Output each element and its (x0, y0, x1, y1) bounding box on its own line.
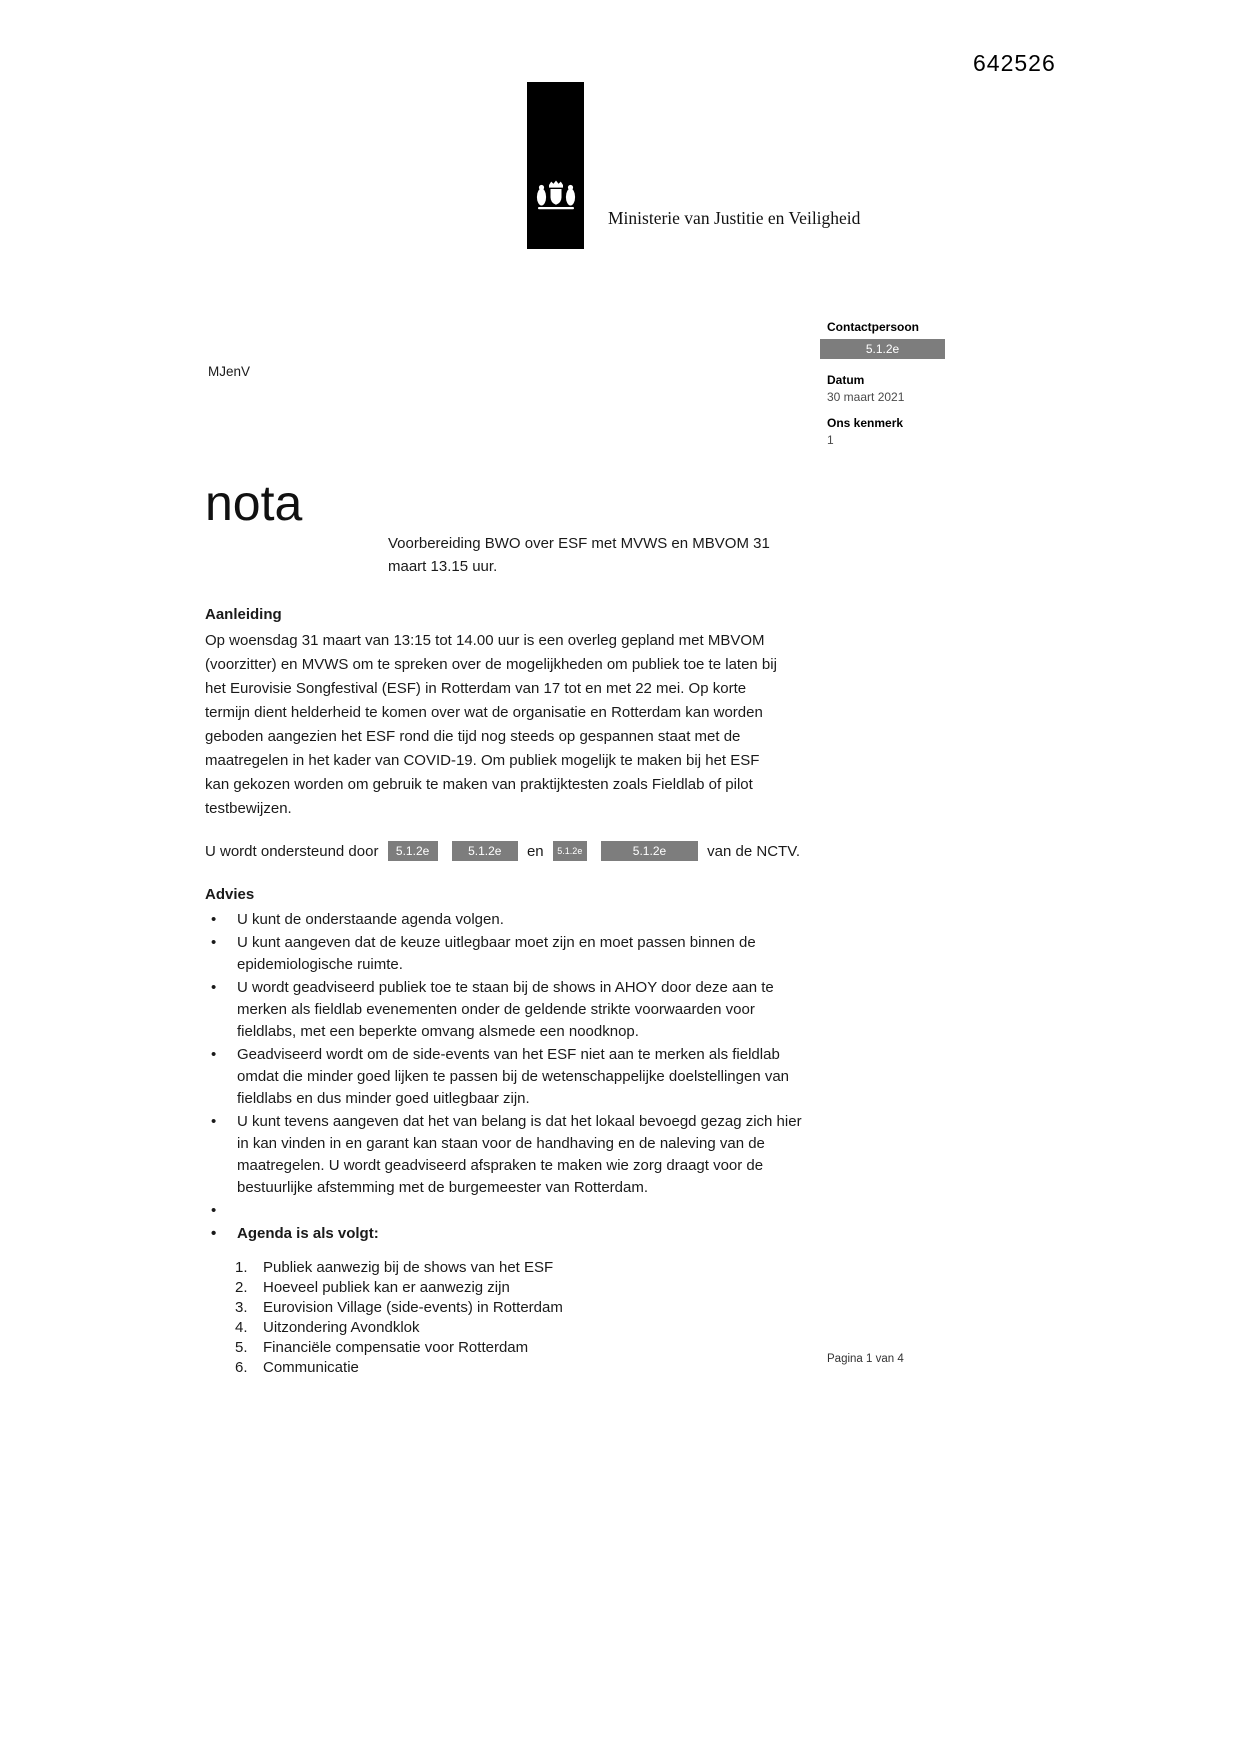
redaction-box-3: 5.1.2e (553, 841, 587, 861)
agenda-item-text: Publiek aanwezig bij de shows van het ESF (263, 1259, 554, 1276)
agenda-heading-bullet: • Agenda is als volgt: (205, 1223, 805, 1245)
agenda-item-number: 1. (235, 1259, 248, 1276)
advies-bullet: • U kunt aangeven dat de keuze uitlegbaar moet zijn en moet passen binnen de epidemiologische ruimte. (205, 932, 805, 976)
redaction-box-2: 5.1.2e (452, 841, 518, 861)
contact-label: Contactpersoon (827, 320, 920, 334)
redaction-box-1: 5.1.2e (388, 841, 438, 861)
nota-subject: Voorbereiding BWO over ESF met MVWS en MBVOM 31 maart 13.15 uur. (388, 535, 770, 575)
document-id-number: 642526 (973, 50, 1056, 76)
advies-bullet: • U kunt tevens aangeven dat het van belang is dat het lokaal bevoegd gezag zich hier in kan vinden in en garant kan staan voor de handhaving en de naleving van de maatregelen. U wordt geadviseerd afspraken te maken wie zorg draagt voor de bestuurlijke afstemming met de burgemeester van Rotterdam. (205, 1111, 805, 1199)
agenda-item (235, 1278, 815, 1298)
support-suffix: van de NCTV. (707, 843, 800, 860)
meta-panel (827, 320, 967, 459)
date-label: Datum (827, 373, 865, 387)
date-value: 30 maart 2021 (827, 390, 905, 404)
page-number: Pagina 1 van 4 (827, 1353, 904, 1365)
empty-bullet (205, 1200, 805, 1222)
support-connector: en (526, 843, 544, 860)
redaction-box-4: 5.1.2e (601, 841, 698, 861)
agenda-item (235, 1338, 815, 1358)
ministry-name: Ministerie van Justitie en Veiligheid (608, 208, 861, 228)
agenda-item-text: Uitzondering Avondklok (263, 1319, 420, 1336)
agenda-item-number: 4. (235, 1319, 248, 1336)
advies-bullet: • U wordt geadviseerd publiek toe te staan bij de shows in AHOY door deze aan te merken als fieldlab evenementen onder de geldende strikte voorwaarden voor fieldlabs, met een beperkte omvang alsmede een noodknop. (205, 977, 805, 1043)
reference-value: 1 (827, 433, 834, 447)
advies-bullet-list (205, 909, 805, 1245)
advies-heading: Advies (205, 886, 255, 903)
agenda-item-text: Financiële compensatie voor Rotterdam (263, 1339, 529, 1356)
agenda-item-text: Communicatie (263, 1359, 359, 1376)
agenda-list (235, 1258, 815, 1378)
contact-redaction-box: 5.1.2e (820, 339, 945, 359)
agenda-item-number: 5. (235, 1339, 248, 1356)
agenda-item-text: Eurovision Village (side-events) in Rotterdam (263, 1299, 563, 1316)
advies-bullet: • Geadviseerd wordt om de side-events van het ESF niet aan te merken als fieldlab omdat die minder goed lijken te passen bij de wetenschappelijke doelstellingen van fieldlabs en dus minder goed uitlegbaar zijn. (205, 1044, 805, 1110)
aanleiding-heading: Aanleiding (205, 606, 282, 623)
agenda-item-number: 3. (235, 1299, 248, 1316)
advies-bullet: • U kunt de onderstaande agenda volgen. (205, 909, 805, 931)
document-body (205, 475, 815, 1378)
nota-title: nota (205, 475, 303, 531)
sender-org: MJenV (208, 364, 251, 379)
agenda-item (235, 1358, 815, 1378)
agenda-item-number: 2. (235, 1279, 248, 1296)
support-prefix: U wordt ondersteund door (205, 843, 379, 860)
rijksoverheid-logo-bar (527, 82, 584, 249)
agenda-item-number: 6. (235, 1359, 248, 1376)
agenda-item (235, 1298, 815, 1318)
reference-label: Ons kenmerk (827, 416, 904, 430)
agenda-item (235, 1258, 815, 1278)
agenda-item-text: Hoeveel publiek kan er aanwezig zijn (263, 1279, 510, 1296)
aanleiding-paragraph: Op woensdag 31 maart van 13:15 tot 14.00 uur is een overleg gepland met MBVOM (voorzitter) en MVWS om te spreken over de mogelijkheden om publiek toe te laten bij het Eurovisie Songfestival (ESF) in Rotterdam van 17 tot en met 22 mei. Op korte termijn dient helderheid te komen over wat de organisatie en Rotterdam kan worden geboden aangezien het ESF rond die tijd nog steeds op gespannen staat met de maatregelen in het kader van COVID-19. Om publiek mogelijk te maken bij het ESF kan gekozen worden om gebruik te maken van praktijktesten zoals Fieldlab of pilot testbewijzen. (205, 632, 777, 817)
coat-of-arms-icon (534, 178, 578, 223)
support-line (205, 840, 815, 864)
agenda-item (235, 1318, 815, 1338)
